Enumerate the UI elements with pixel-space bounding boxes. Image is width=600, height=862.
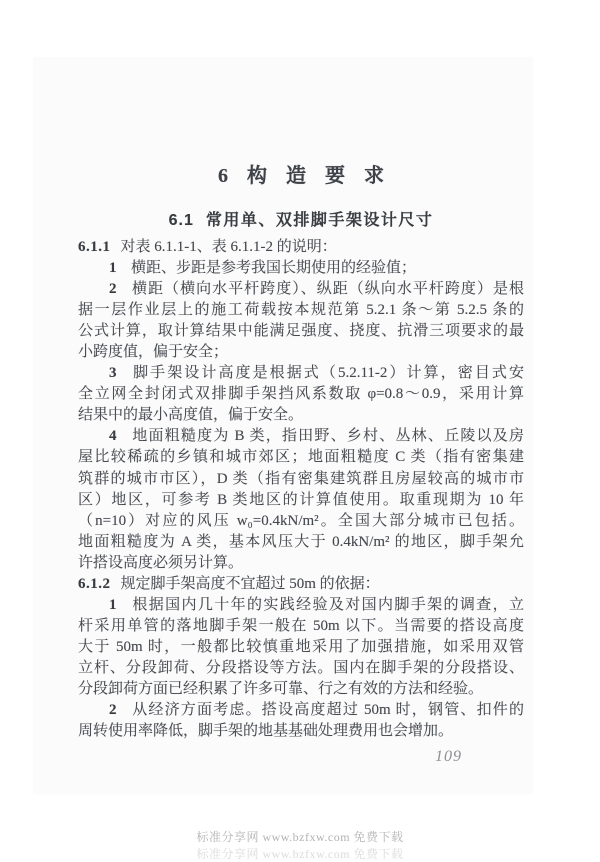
clause-number: 2 xyxy=(109,281,117,298)
line-text: 横距（横向水平杆跨度）、纵距（纵向水平杆跨度）是根 xyxy=(131,281,524,298)
text-line xyxy=(78,258,524,279)
clause-number: 1 xyxy=(109,596,117,613)
line-text: 分段卸荷方面已经积累了许多可靠、行之有效的方法和经验。 xyxy=(78,680,484,697)
line-text: 大于 50m 时，一般都比较慎重地采用了加强措施，如采用双管 xyxy=(78,638,524,655)
line-text: 规定脚手架高度不宜超过 50m 的依据： xyxy=(120,575,380,592)
text-line xyxy=(78,721,524,742)
line-text: 区）地区，可参考 B 类地区的计算值使用。取重现期为 10 年 xyxy=(78,491,524,508)
body-text xyxy=(78,237,524,742)
document-page xyxy=(33,57,533,794)
text-line xyxy=(78,553,524,574)
line-text: 立杆、分段卸荷、分段搭设等方法。国内在脚手架的分段搭设、 xyxy=(78,659,524,676)
text-line xyxy=(78,363,524,384)
line-text: 根据国内几十年的实践经验及对国内脚手架的调查，立 xyxy=(131,596,524,613)
text-line xyxy=(78,300,524,321)
watermark-text: 标准分享网 www.bzfxw.com 免费下载 xyxy=(196,830,404,844)
line-text: 筑群的城市市区），D 类（指有密集建筑群且房屋较高的城市市 xyxy=(78,470,524,487)
line-text: 脚手架设计高度是根据式（5.2.11-2）计算，密目式安 xyxy=(131,365,524,382)
clause-number: 6.1.2 xyxy=(78,575,111,592)
text-line xyxy=(78,511,524,532)
text-line xyxy=(78,490,524,511)
chapter-number: 6 xyxy=(218,165,228,187)
line-text: 全立网全封闭式双排脚手架挡风系数取 φ=0.8～0.9，采用计算 xyxy=(78,386,524,403)
clause-number: 3 xyxy=(109,365,117,382)
line-text: 地面粗糙度为 A 类，基本风压大于 0.4kN/m² 的地区，脚手架允 xyxy=(78,533,524,550)
text-line xyxy=(78,616,524,637)
text-line xyxy=(78,574,524,595)
text-line xyxy=(78,321,524,342)
clause-number: 2 xyxy=(109,702,117,719)
clause-number: 6.1.1 xyxy=(78,239,111,255)
text-line xyxy=(78,700,524,721)
line-text: 对表 6.1.1-1、表 6.1.1-2 的说明： xyxy=(120,239,337,255)
line-text: 地面粗糙度为 B 类，指田野、乡村、丛林、丘陵以及房 xyxy=(131,428,524,445)
text-line xyxy=(78,469,524,490)
clause-number: 1 xyxy=(109,260,117,277)
page-number: 109 xyxy=(435,748,462,765)
line-text: 据一层作业层上的施工荷载按本规范第 5.2.1 条～第 5.2.5 条的 xyxy=(78,302,524,319)
text-line xyxy=(78,342,524,363)
line-text: 结果中的最小高度值，偏于安全。 xyxy=(78,407,304,424)
clause-number: 4 xyxy=(109,428,117,445)
text-line xyxy=(78,532,524,553)
section-title: 常用单、双排脚手架设计尺寸 xyxy=(205,212,434,229)
text-line xyxy=(78,426,524,447)
chapter-title: 构造要求 xyxy=(247,165,403,187)
text-line xyxy=(78,279,524,300)
text-line xyxy=(78,447,524,468)
section-number: 6.1 xyxy=(168,212,194,229)
text-line xyxy=(78,384,524,405)
text-line xyxy=(78,595,524,616)
section-heading xyxy=(78,207,524,230)
text-line xyxy=(78,405,524,426)
line-text: 杆采用单管的落地脚手架一般在 50m 以下。当需要的搭设高度 xyxy=(78,617,524,634)
line-text: 横距、步距是参考我国长期使用的经验值； xyxy=(131,260,417,277)
line-text: 从经济方面考虑。搭设高度超过 50m 时，钢管、扣件的 xyxy=(131,702,524,719)
line-text: 屋比较稀疏的乡镇和城市郊区；地面粗糙度 C 类（指有密集建 xyxy=(78,449,524,466)
line-text: （n=10）对应的风压 w₀=0.4kN/m²。全国大部分城市已包括。 xyxy=(78,512,524,529)
text-line xyxy=(78,237,524,258)
text-line xyxy=(78,679,524,700)
line-text: 许搭设高度必须另计算。 xyxy=(78,554,244,571)
watermark-echo: 标准分享网 www.bzfxw.com 免费下载 xyxy=(196,847,404,861)
line-text: 小跨度值，偏于安全； xyxy=(78,344,229,361)
chapter-heading xyxy=(78,159,524,188)
line-text: 公式计算，取计算结果中能满足强度、挠度、抗滑三项要求的最 xyxy=(78,323,524,340)
text-line xyxy=(78,637,524,658)
text-line xyxy=(78,658,524,679)
line-text: 周转使用率降低，脚手架的地基基础处理费用也会增加。 xyxy=(78,723,454,740)
